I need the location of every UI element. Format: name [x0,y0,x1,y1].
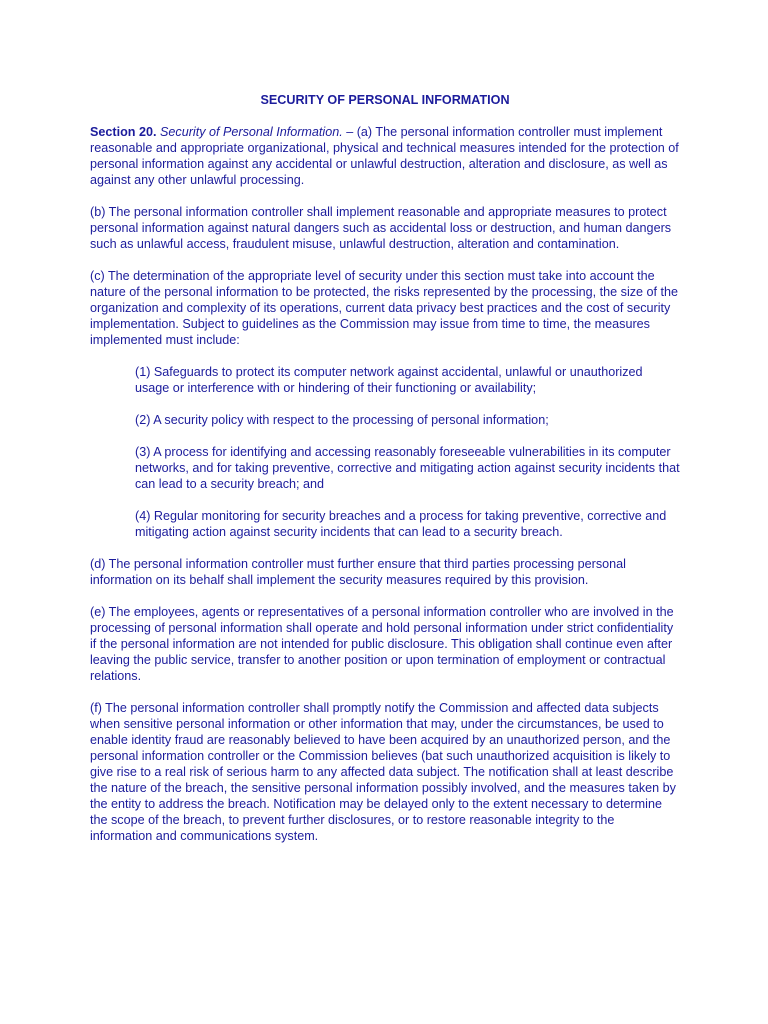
paragraph-a-text: (a) The personal information controller must implement reasonable and appropriate organizational, physical and technical measures intended for the protection of personal information against any accidental or unlawful destruction, alteration and disclosure, as well as against any other unlawful processing. [90,125,679,187]
paragraph-e: (e) The employees, agents or representatives of a personal information controller who are involved in the processing of personal information shall operate and hold personal information under strict confidentiality if the personal information are not intended for public disclosure. This obligation shall continue even after leaving the public service, transfer to another position or upon termination of employment or contractual relations. [90,605,674,683]
list-item-2: (2) A security policy with respect to the processing of personal information; [135,413,549,427]
section-dash: – [342,125,357,139]
paragraph-a [90,124,680,188]
section-number: Section 20. [90,125,157,139]
paragraph-b: (b) The personal information controller shall implement reasonable and appropriate measures to protect personal information against natural dangers such as accidental loss or destruction, and human dangers such as unlawful access, fraudulent misuse, unlawful destruction, alteration and contamination. [90,205,672,251]
section-heading: Security of Personal Information. [160,125,343,139]
document-title: SECURITY OF PERSONAL INFORMATION [260,93,510,107]
paragraph-f: (f) The personal information controller shall promptly notify the Commission and affected data subjects when sensitive personal information or other information that may, under the circumstances, be used to enable identity fraud are reasonably believed to have been acquired by an unauthorized person, and the personal information controller or the Commission believes (bat such unauthorized acquisition is likely to give rise to a real risk of serious harm to any affected data subject. The notification shall at least describe the nature of the breach, the sensitive personal information possibly involved, and the measures taken by the entity to address the breach. Notification may be delayed only to the extent necessary to determine the scope of the breach, to prevent further disclosures, or to restore reasonable integrity to the information and communications system. [90,701,676,843]
paragraph-c: (c) The determination of the appropriate level of security under this section must take into account the nature of the personal information to be protected, the risks represented by the processing, the size of the organization and complexity of its operations, current data privacy best practices and the cost of security implementation. Subject to guidelines as the Commission may issue from time to time, the measures implemented must include: [90,269,679,347]
list-item-4: (4) Regular monitoring for security breaches and a process for taking preventive, corrective and mitigating action against security incidents that can lead to a security breach. [135,509,667,539]
document-page [90,92,680,860]
list-item-3: (3) A process for identifying and accessing reasonably foreseeable vulnerabilities in its computer networks, and for taking preventive, corrective and mitigating action against security incidents that can lead to a security breach; and [135,445,680,491]
list-item-1: (1) Safeguards to protect its computer network against accidental, unlawful or unauthorized usage or interference with or hindering of their functioning or availability; [135,365,643,395]
paragraph-d: (d) The personal information controller must further ensure that third parties processing personal information on its behalf shall implement the security measures required by this provision. [90,557,626,587]
